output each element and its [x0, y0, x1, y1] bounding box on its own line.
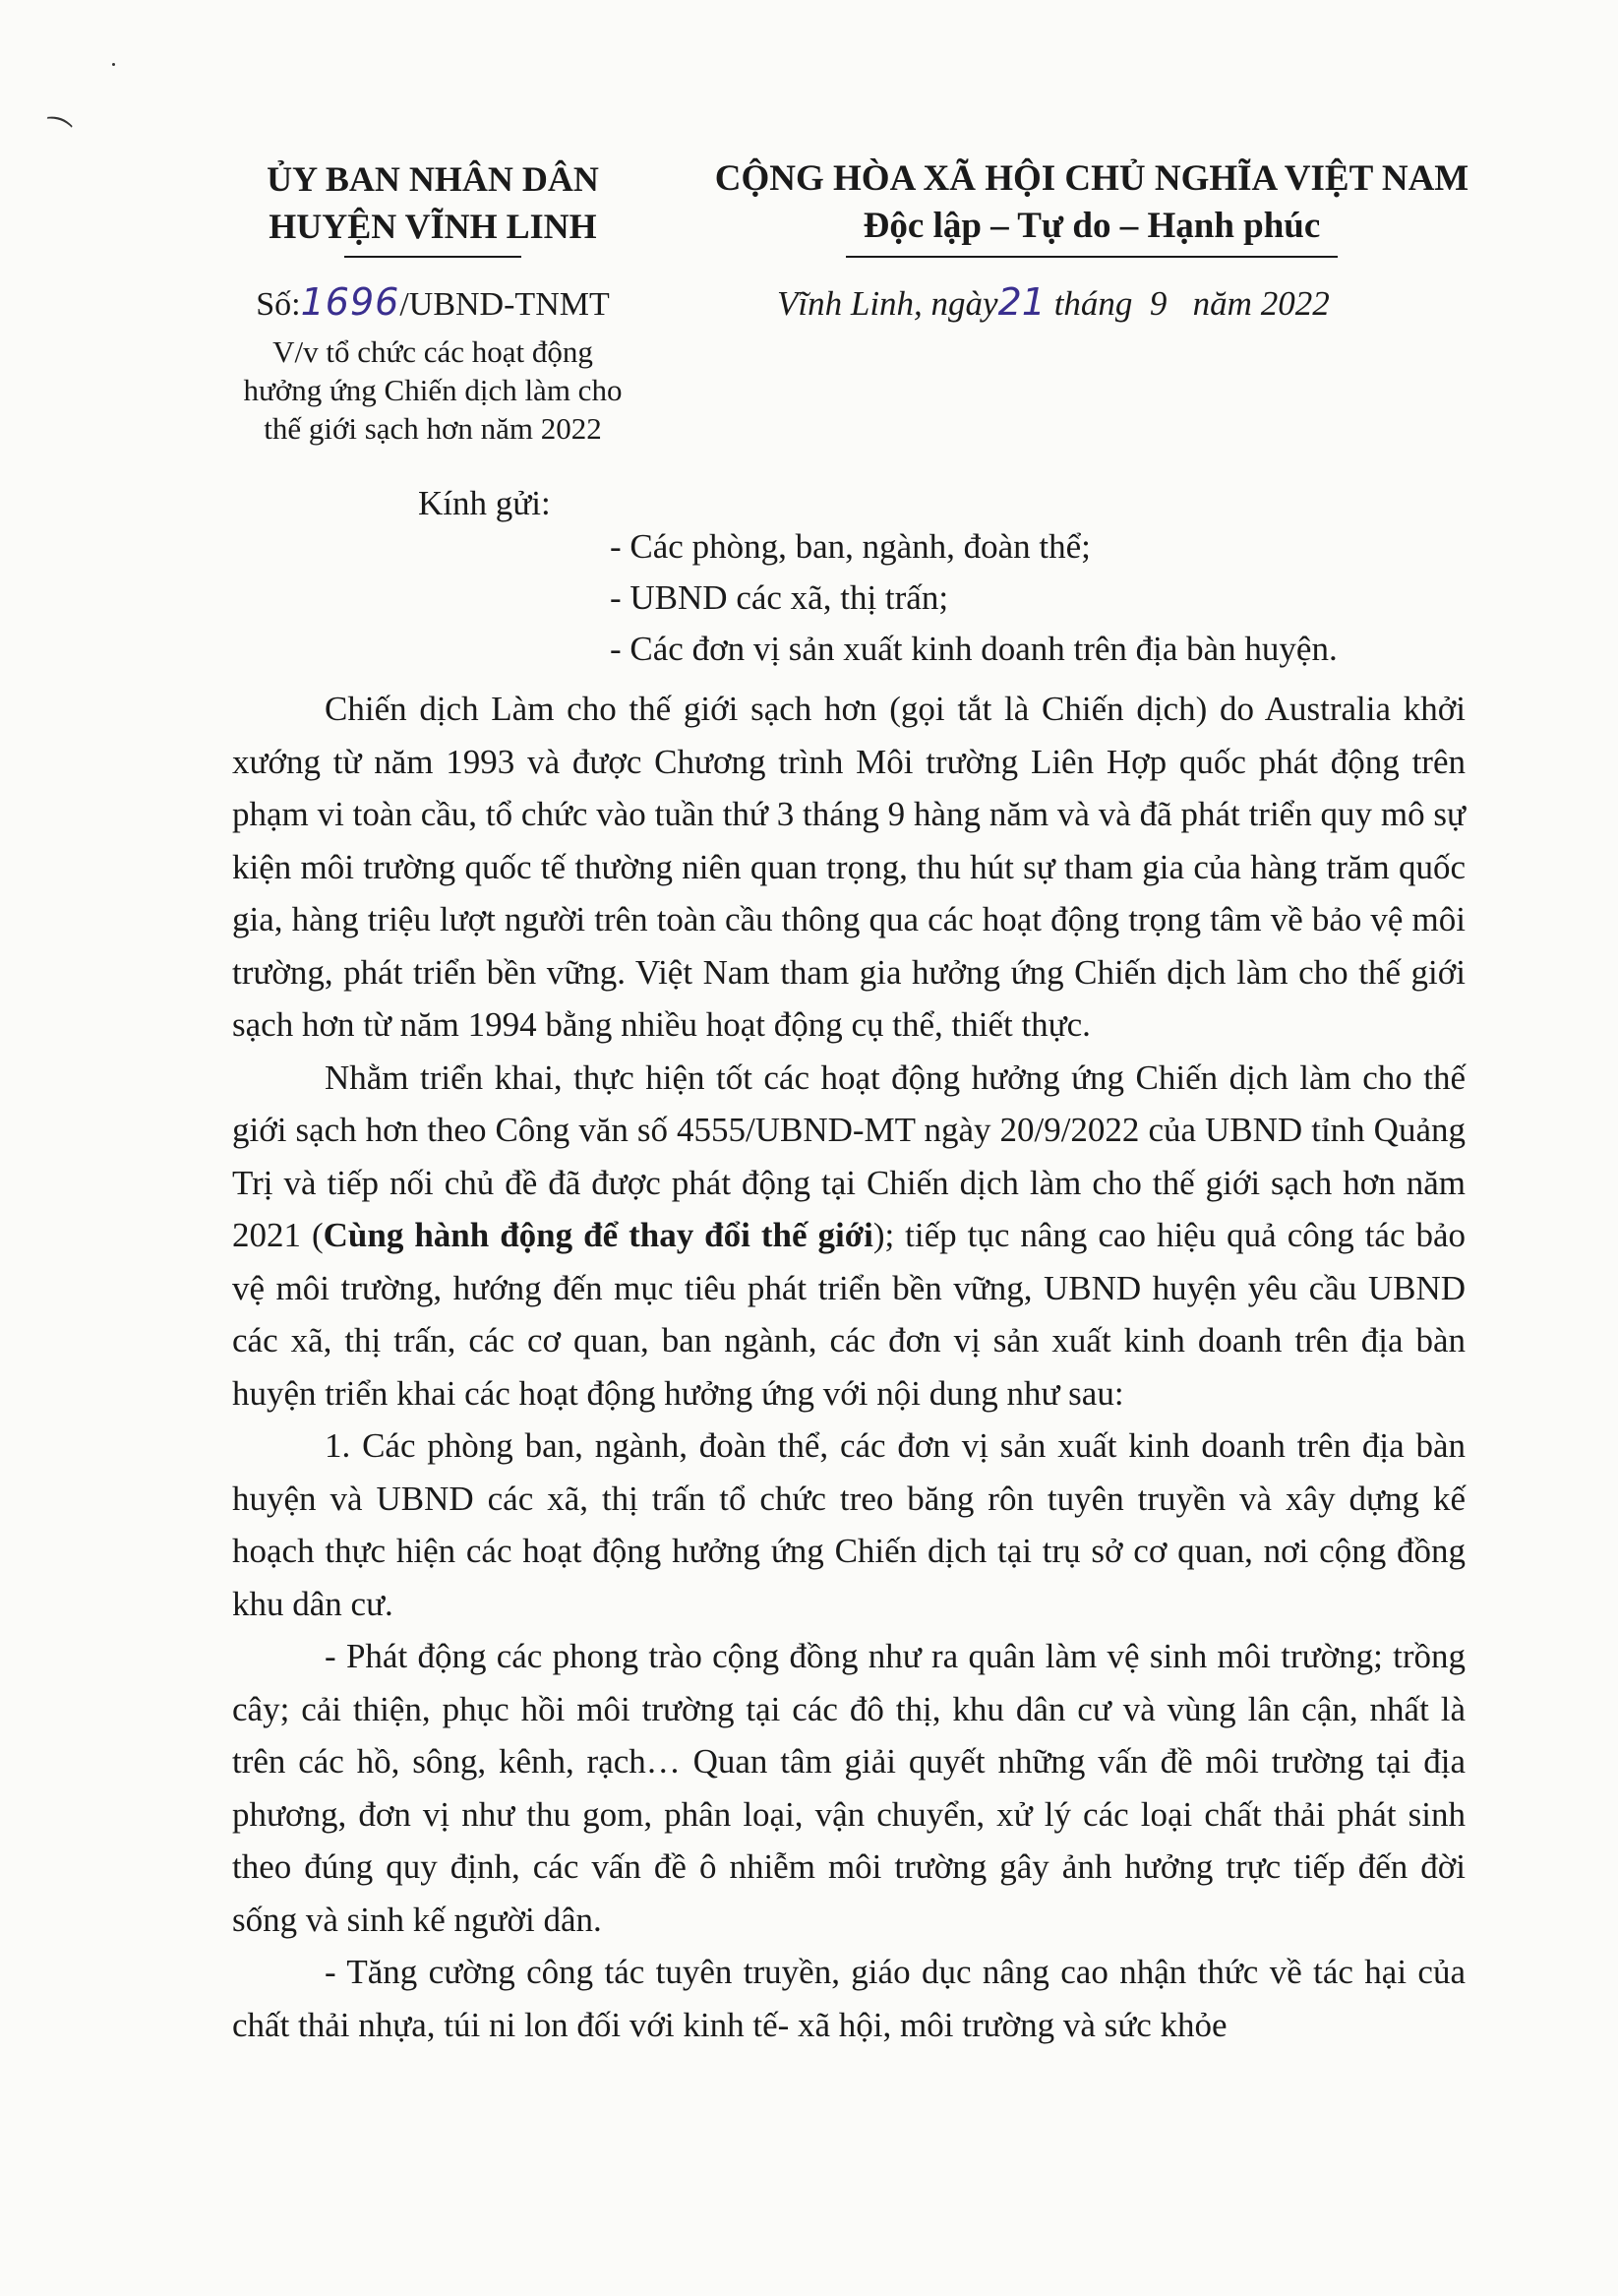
recipient-item: - Các đơn vị sản xuất kinh doanh trên địa bàn huyện.	[610, 630, 1338, 668]
campaign-theme: Cùng hành động để thay đổi thế giới	[323, 1216, 873, 1254]
paragraph-item-community: - Phát động các phong trào cộng đồng như ra quân làm vệ sinh môi trường; trồng cây; cải thiện, phục hồi môi trường tại các đô thị, khu dân cư và vùng lân cận, nhất là trên các hồ, sông, kênh, rạch… Quan tâm giải quyết những vấn đề môi trường tại địa phương, đơn vị như thu gom, phân loại, vận chuyển, xử lý các loại chất thải phát sinh theo đúng quy định, các vấn đề ô nhiễm môi trường gây ảnh hưởng trực tiếp đến đời sống và sinh kế người dân.	[232, 1637, 1466, 1939]
directive-text-a: Nhằm triển khai, thực hiện tốt các hoạt động hưởng ứng Chiến dịch làm cho thế giới sạch hơn theo Công văn số 4555/UBND-MT ngày 20/9/2022 của UBND tỉnh Quảng Trị và tiếp nối chủ đề đã được phát động tại Chiến dịch làm cho thế giới sạch hơn năm 2021 (	[232, 1057, 1466, 1254]
doc-number-suffix: /UBND-TNMT	[399, 286, 610, 323]
scan-speck	[112, 63, 115, 66]
document-subject	[197, 332, 669, 448]
subject-line-2: hưởng ứng Chiến dịch làm cho	[243, 373, 623, 407]
state-name: CỘNG HÒA XÃ HỘI CHỦ NGHĨA VIỆT NAM	[714, 158, 1469, 199]
recipient-list	[610, 521, 1554, 675]
doc-number-prefix: Số:	[256, 286, 301, 323]
subject-line-3: thế giới sạch hơn năm 2022	[264, 411, 602, 446]
paragraph-directive	[232, 1052, 1466, 1420]
agency-underline	[344, 256, 521, 258]
motto-underline	[846, 256, 1338, 258]
salutation: Kính gửi:	[418, 484, 551, 522]
issue-date	[777, 280, 1466, 326]
agency-line-1: ỦY BAN NHÂN DÂN	[267, 159, 599, 199]
recipient-item: - Các phòng, ban, ngành, đoàn thể;	[610, 527, 1091, 566]
directive-text-b: ); tiếp tục nâng cao hiệu quả công tác bảo vệ môi trường, hướng đến mục tiêu phát triển bền vững, UBND huyện yêu cầu UBND các xã, thị trấn, các cơ quan, ban ngành, các đơn vị sản xuất kinh doanh trên địa bàn huyện triển khai các hoạt động hưởng ứng với nội dung như sau:	[232, 1216, 1467, 1413]
paragraph-item-1: 1. Các phòng ban, ngành, đoàn thể, các đơn vị sản xuất kinh doanh trên địa bàn huyện và UBND các xã, thị trấn tổ chức treo băng rôn tuyên truyền và xây dựng kế hoạch thực hiện các hoạt động hưởng ứng Chiến dịch tại trụ sở cơ quan, nơi cộng đồng khu dân cư.	[232, 1426, 1466, 1623]
paragraph-background: Chiến dịch Làm cho thế giới sạch hơn (gọi tắt là Chiến dịch) do Australia khởi xướng từ năm 1993 và được Chương trình Môi trường Liên Hợp quốc phát động trên phạm vi toàn cầu, tổ chức vào tuần thứ 3 tháng 9 hàng năm và và đã phát triển quy mô sự kiện môi trường quốc tế thường niên quan trọng, thu hút sự tham gia của hàng trăm quốc gia, hàng triệu lượt người trên toàn cầu thông qua các hoạt động trọng tâm về bảo vệ môi trường, phát triển bền vững. Việt Nam tham gia hưởng ứng Chiến dịch làm cho thế giới sạch hơn từ năm 1994 bằng nhiều hoạt động cụ thể, thiết thực.	[232, 690, 1466, 1044]
date-month-year: tháng 9 năm 2022	[1045, 284, 1330, 323]
doc-number-handwritten: 1696	[300, 280, 400, 324]
date-place: Vĩnh Linh, ngày	[777, 284, 998, 323]
document-number	[197, 280, 669, 327]
agency-line-2: HUYỆN VĨNH LINH	[269, 207, 597, 246]
recipient-item: - UBND các xã, thị trấn;	[610, 578, 949, 617]
date-day-handwritten: 21	[997, 280, 1046, 324]
scan-mark: ⁔	[48, 88, 83, 128]
issuing-agency	[197, 155, 669, 258]
national-motto: Độc lập – Tự do – Hạnh phúc	[863, 206, 1321, 246]
national-header	[679, 155, 1505, 258]
document-body	[232, 683, 1466, 2051]
subject-line-1: V/v tổ chức các hoạt động	[272, 334, 593, 369]
paragraph-item-education: - Tăng cường công tác tuyên truyền, giáo dục nâng cao nhận thức về tác hại của chất thải nhựa, túi ni lon đối với kinh tế- xã hội, môi trường và sức khỏe	[232, 1953, 1466, 2044]
